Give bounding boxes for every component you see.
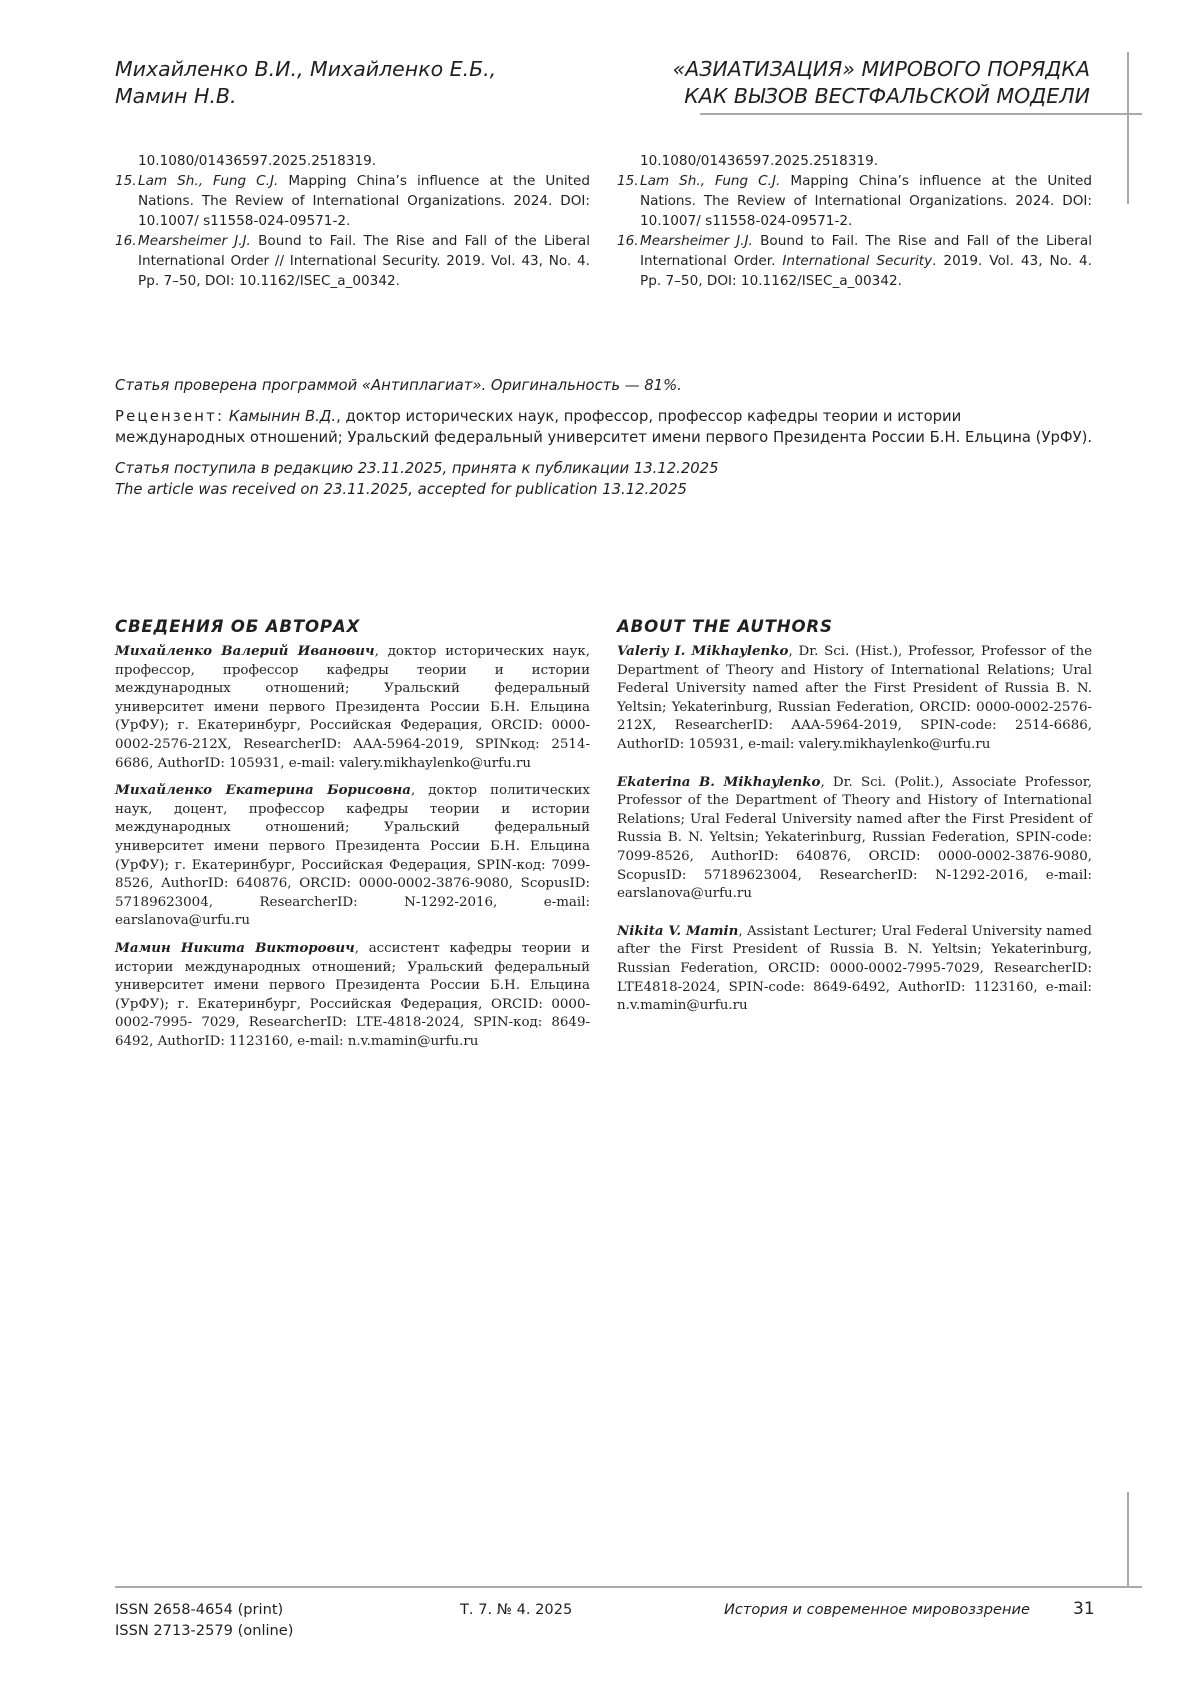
running-head-authors [115,56,535,110]
reference-authors: Mearsheimer J.J. [640,233,753,249]
issn-print: ISSN 2658-4654 (print) [115,1601,284,1618]
journal-name: История и современное мировоззрение [723,1601,1030,1618]
reference-text: Mapping China’s influence at the United Nations. The Review of International Organizations. 2024. DOI: 10.1007/ s11558-024-09571-2. [640,173,1092,229]
author-details: , доктор исторических наук, профессор, профессор кафедры теории и истории международных отношений; Уральский федеральный университет имени первого Президента России Б.Н. Ельцина (УрФУ); г. Екатеринбург, Российская Федерация, ORCID: 0000-0002-2576-212X, ResearcherID: AAA-5964-2019, SPINкод: 2514-6686, AuthorID: 105931, e-mail: valery.mikhaylenko@urfu.ru [115,644,591,771]
volume-issue: Т. 7. № 4. 2025 [460,1601,573,1618]
authors-heading-ru: СВЕДЕНИЯ ОБ АВТОРАХ [115,617,361,636]
reference-text: Mapping China’s influence at the United Nations. The Review of International Organizations. 2024. DOI: 10.1007/ s11558-024-09571-2. [138,173,590,229]
header-horizontal-rule [700,113,1142,115]
author-details: , Assistant Lecturer; Ural Federal University named after the First President of Russia B. N. Yeltsin; Yekaterinburg, Russian Federation, ORCID: 0000-0002-7995-7029, ResearcherID: LTE4818-2024, SPIN-code: 8649-6492, AuthorID: 1123160, e-mail: n.v.mamin@urfu.ru [617,923,1092,1014]
author-details: , Dr. Sci. (Hist.), Professor, Professor of the Department of Theory and History of International Relations; Ural Federal University named after the First President of Russia B. N. Yeltsin; Yekaterinburg, Russian Federation, ORCID: 0000-0002-2576-212X, ResearcherID: AAA-5964-2019, SPIN-code: 2514-6686, AuthorID: 105931, e-mail: valery.mikhaylenko@urfu.ru [617,644,1093,752]
author-entry [617,922,1092,1016]
running-head-authors-line2: Мамин Н.В. [115,84,237,108]
author-entry [115,939,590,1052]
header-vertical-rule [1127,52,1129,204]
reference-item [617,231,1092,291]
references-list-en [617,151,1092,291]
issn-online: ISSN 2713-2579 (online) [115,1622,294,1639]
received-note-ru: Статья поступила в редакцию 23.11.2025, принята к публикации 13.12.2025 [115,460,719,477]
running-head-title [570,56,1090,110]
reference-text: . 2019. Vol. 43, No. 4. Pp. 7–50, DOI: 10.1162/ISEC_a_00342. [640,253,1092,289]
footer-vertical-rule [1127,1492,1129,1587]
author-entry [115,642,590,773]
author-entry [617,773,1092,904]
author-details: , доктор политических наук, доцент, профессор кафедры теории и истории международных отношений; Уральский федеральный университет имени первого Президента России Б.Н. Ельцина (УрФУ); г. Екатеринбург, Российская Федерация, SPIN-код: 7099-8526, AuthorID: 640876, ORCID: 0000-0002-3876-9080, ScopusID: 57189623004, ResearcherID: N-1292-2016, e-mail: earslanova@urfu.ru [115,783,590,929]
author-name: Valeriy I. Mikhaylenko [617,643,789,659]
reference-item [617,171,1092,231]
author-name: Михайленко Екатерина Борисовна [115,782,411,799]
reference-text: Bound to Fail. The Rise and Fall of the Liberal International Order // International Security. 2019. Vol. 43, No. 4. Pp. 7–50, DOI: 10.1162/ISEC_a_00342. [138,233,590,289]
authors-info-ru [115,616,590,1059]
reference-number: 16. [115,233,137,249]
author-name: Михайленко Валерий Иванович [115,643,375,659]
reference-item [115,171,590,231]
references-list-ru [115,151,590,291]
authors-info-en [617,616,1092,1034]
reviewer-label: Рецензент: [115,408,225,425]
author-entry [617,642,1092,755]
reference-number: 15. [617,173,639,189]
running-head-authors-line1: Михайленко В.И., Михайленко Е.Б., [115,57,497,81]
reference-continuation [617,151,1092,171]
reference-number: 16. [617,233,639,249]
author-details: , Dr. Sci. (Polit.), Associate Professor, Professor of the Department of Theory and History of International Relations; Ural Federal University named after the First President of Russia B. N. Yeltsin; Yekaterinburg, Russian Federation, SPIN-code: 7099-8526, AuthorID: 640876, ORCID: 0000-0002-3876-9080, ScopusID: 57189623004, ResearcherID: N-1292-2016, e-mail: earslanova@urfu.ru [617,774,1092,902]
reference-continuation [115,151,590,171]
plagiarism-note: Статья проверена программой «Антиплагиат». Оригинальность — 81%. [115,377,682,394]
reference-authors: Lam Sh., Fung C.J. [138,173,279,189]
running-head-title-line1: «АЗИАТИЗАЦИЯ» МИРОВОГО ПОРЯДКА [672,57,1090,81]
author-name: Nikita V. Mamin [617,922,739,939]
reference-item [115,231,590,291]
running-head-title-line2: КАК ВЫЗОВ ВЕСТФАЛЬСКОЙ МОДЕЛИ [684,84,1090,108]
reviewer-note [115,406,1095,448]
page-number: 31 [1073,1599,1095,1619]
author-name: Ekaterina B. Mikhaylenko [617,773,821,790]
reference-authors: Lam Sh., Fung C.J. [640,173,781,189]
reference-journal: International Security [782,253,933,269]
reference-text: Bound to Fail. The Rise and Fall of the Liberal International Order. [640,233,1092,269]
reviewer-text: , доктор исторических наук, профессор, профессор кафедры теории и истории международных отношений; Уральский федеральный университет имени первого Президента России Б.Н. Ельцина (УрФУ). [115,408,1093,446]
author-name: Мамин Никита Викторович [115,939,355,956]
author-details: , ассистент кафедры теории и истории международных отношений; Уральский федеральный университет имени первого Президента России Б.Н. Ельцина (УрФУ); г. Екатеринбург, Российская Федерация, ORCID: 0000-0002-7995- 7029, ResearcherID: LTE-4818-2024, SPIN-код: 8649-6492, AuthorID: 1123160, e-mail: n.v.mamin@urfu.ru [115,940,590,1049]
article-notes [115,375,1095,500]
reference-doi: 10.1080/01436597.2025.2518319. [138,153,377,169]
reference-doi: 10.1080/01436597.2025.2518319. [640,153,879,169]
footer-horizontal-rule [115,1586,1142,1588]
authors-heading-en: ABOUT THE AUTHORS [617,617,833,636]
reference-number: 15. [115,173,137,189]
reviewer-name: Камынин В.Д. [228,408,337,425]
issn-block [115,1599,293,1641]
received-note-en: The article was received on 23.11.2025, accepted for publication 13.12.2025 [115,481,687,498]
reference-authors: Mearsheimer J.J. [138,233,251,249]
author-entry [115,781,590,931]
